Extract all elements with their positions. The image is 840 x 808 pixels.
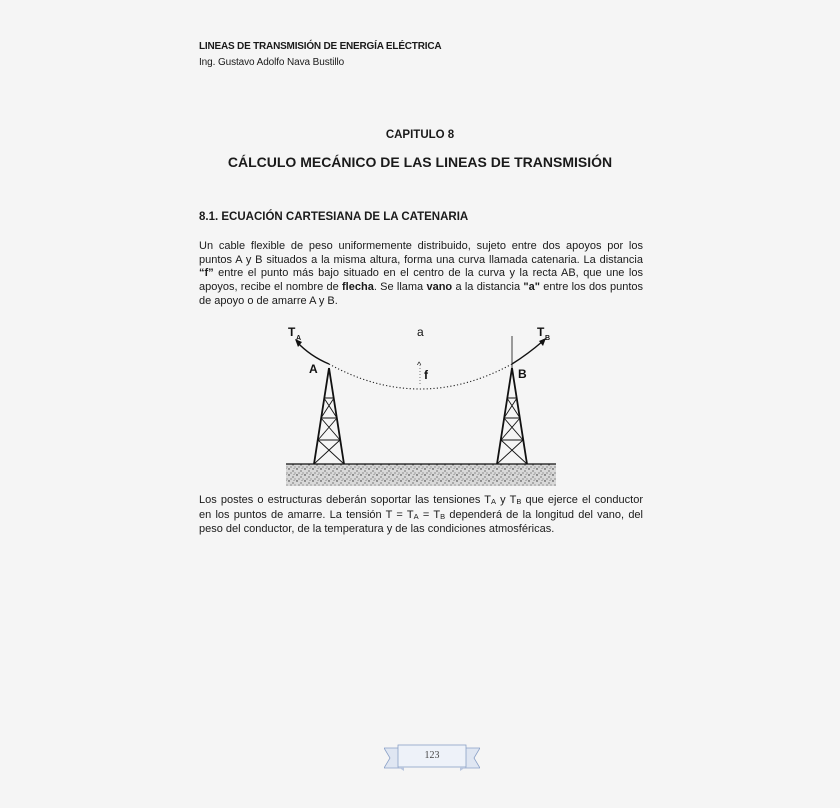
text-run: . Se llama <box>373 281 427 294</box>
right-tower <box>497 336 527 464</box>
tension-line-b <box>512 341 543 364</box>
label-tb-sub: B <box>545 335 551 342</box>
ground <box>286 464 556 486</box>
bold-term-vano: vano <box>426 281 453 294</box>
text-run: y T <box>496 494 517 506</box>
chapter-heading: CAPITULO 8 <box>385 129 455 141</box>
catenary-figure <box>280 318 560 490</box>
bold-term-f: “f” <box>199 267 214 280</box>
paragraph-catenary-definition <box>199 240 643 309</box>
text-run: = T <box>418 508 441 521</box>
subscript: A <box>491 497 497 506</box>
label-sag-f: f <box>424 368 428 382</box>
page-number: 123 <box>424 750 440 761</box>
bold-term-flecha: flecha <box>342 281 374 294</box>
page-number-ribbon <box>384 744 480 772</box>
tension-line-a <box>297 342 329 364</box>
paragraph-tensions <box>199 494 643 537</box>
text-run: que ejerce el conductor en los puntos de amarre. La tensión T = T <box>199 494 643 521</box>
label-point-b: B <box>518 367 527 381</box>
text-run: dependerá de la longitud del vano, del peso del conductor, de la temperatura y de las condiciones atmosféricas. <box>199 508 643 536</box>
label-ta-sub: A <box>296 335 302 342</box>
running-header-author: Ing. Gustavo Adolfo Nava Bustillo <box>199 57 345 68</box>
text-run: Un cable flexible de peso uniformemente distribuido, sujeto entre dos apoyos por los puntos A y B situados a la misma altura, forma una curva llamada catenaria. La distancia <box>199 240 643 266</box>
text-run: entre el punto más bajo situado en el centro de la curva y la recta AB, que une los apoyos, recibe el nombre de <box>199 267 643 294</box>
label-point-a: A <box>309 362 318 376</box>
label-ta: T <box>288 325 296 339</box>
subscript: B <box>440 511 446 521</box>
label-tb: T <box>537 325 545 339</box>
text-run: Los postes o estructuras deberán soportar las tensiones T <box>199 494 492 506</box>
sag-caret: ^ <box>417 360 422 370</box>
label-span-a: a <box>417 325 424 339</box>
text-run: entre los dos puntos de apoyo o de amarre A y B. <box>199 281 643 307</box>
chapter-title: CÁLCULO MECÁNICO DE LAS LINEAS DE TRANSMISIÓN <box>227 154 613 170</box>
left-tower <box>314 368 344 464</box>
subscript: A <box>413 511 419 521</box>
bold-term-a: "a" <box>523 281 540 294</box>
subscript: B <box>516 497 522 506</box>
text-run: a la distancia <box>452 281 524 294</box>
section-heading: 8.1. ECUACIÓN CARTESIANA DE LA CATENARIA <box>199 211 469 223</box>
running-header-title: LINEAS DE TRANSMISIÓN DE ENERGÍA ELÉCTRICA <box>199 41 442 52</box>
